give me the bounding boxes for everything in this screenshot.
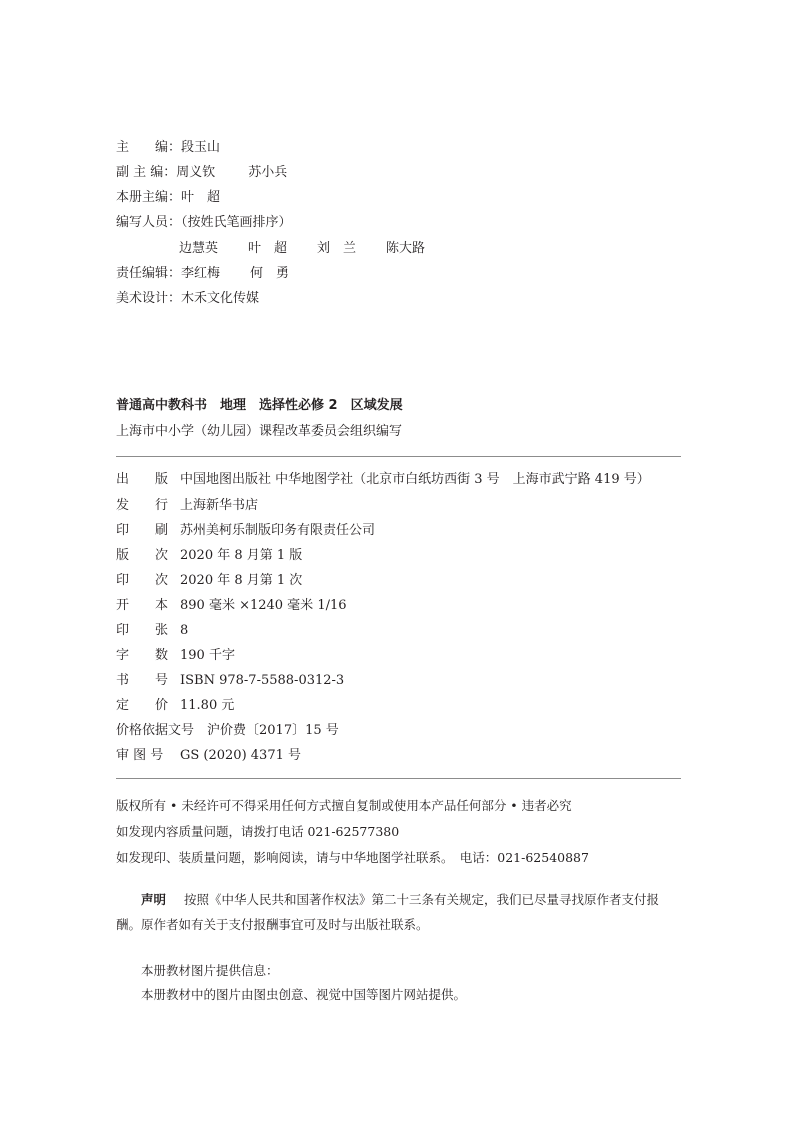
chief-editor-name: 段玉山	[181, 140, 221, 155]
pub-label: 价格依据文号	[116, 723, 195, 738]
book-compiler: 上海市中小学（幼儿园）课程改革委员会组织编写	[116, 424, 403, 439]
deputy-editor-label: 副 主 编：	[116, 165, 177, 180]
pub-row	[116, 522, 375, 540]
pub-label: 定 价	[116, 698, 169, 713]
pub-label: 书 号	[116, 673, 169, 688]
pub-label: 出 版	[116, 472, 169, 487]
pub-value: 2020 年 8 月第 1 版	[180, 548, 303, 563]
quality-print-notice: 如发现印、装质量问题，影响阅读，请与中华地图学社联系。 电话：021-62540887	[116, 850, 589, 865]
image-credits-text: 本册教材中的图片由图虫创意、视觉中国等图片网站提供。	[141, 987, 467, 1002]
pub-label: 印 刷	[116, 523, 169, 538]
statement	[116, 887, 682, 937]
chief-editor-line	[116, 139, 220, 157]
pub-value: 2020 年 8 月第 1 次	[180, 573, 303, 588]
statement-heading: 声明	[141, 892, 167, 907]
pub-row	[116, 747, 301, 765]
pub-label: 审 图 号	[116, 748, 164, 763]
art-design-label: 美术设计：	[116, 291, 182, 306]
art-design-line	[116, 290, 259, 308]
top-divider	[116, 456, 681, 457]
pub-row	[116, 572, 302, 590]
volume-editor-line	[116, 189, 220, 207]
pub-value: 上海新华书店	[180, 498, 259, 513]
pub-label: 印 张	[116, 623, 169, 638]
responsible-editor-name-1: 李红梅	[181, 266, 221, 281]
deputy-editor-name-2: 苏小兵	[248, 165, 288, 180]
book-title: 普通高中教科书 地理 选择性必修 2 区域发展	[116, 398, 403, 413]
pub-row	[116, 597, 347, 615]
responsible-editor-line	[116, 265, 289, 283]
volume-editor-name: 叶 超	[181, 190, 221, 205]
deputy-editor-line	[116, 164, 287, 182]
pub-row	[116, 697, 234, 715]
art-design-name: 木禾文化传媒	[181, 291, 260, 306]
quality-content-notice: 如发现内容质量问题，请拨打电话 021-62577380	[116, 824, 400, 839]
pub-label: 版 次	[116, 548, 169, 563]
writer-name: 陈大路	[386, 241, 426, 256]
pub-label: 字 数	[116, 648, 169, 663]
writer-name: 刘 兰	[317, 241, 357, 256]
deputy-editor-name-1: 周义钦	[176, 165, 216, 180]
pub-label: 发 行	[116, 498, 169, 513]
pub-row	[116, 672, 344, 690]
pub-row	[116, 722, 339, 740]
writers-note: （按姓氏笔画排序）	[181, 215, 292, 230]
pub-row	[116, 547, 302, 565]
image-credits-heading: 本册教材图片提供信息：	[141, 963, 279, 978]
responsible-editor-name-2: 何 勇	[250, 266, 290, 281]
pub-row	[116, 471, 650, 489]
pub-value: GS (2020) 4371 号	[180, 748, 301, 763]
pub-value: 8	[180, 623, 189, 638]
pub-value: 中国地图出版社 中华地图学社（北京市白纸坊西街 3 号 上海市武宁路 419 号）	[180, 472, 650, 487]
pub-row	[116, 497, 258, 515]
writer-name: 边慧英	[179, 241, 219, 256]
pub-value: 190 千字	[180, 648, 235, 663]
pub-value: 11.80 元	[180, 698, 235, 713]
pub-row	[116, 622, 188, 640]
writer-name: 叶 超	[248, 241, 288, 256]
writers-names	[179, 240, 425, 258]
chief-editor-label: 主 编：	[116, 140, 182, 155]
writers-line	[116, 214, 292, 232]
pub-value: ISBN 978-7-5588-0312-3	[180, 673, 345, 688]
pub-value: 沪价费〔2017〕15 号	[207, 723, 339, 738]
responsible-editor-label: 责任编辑：	[116, 266, 182, 281]
pub-value: 苏州美柯乐制版印务有限责任公司	[180, 523, 376, 538]
volume-editor-label: 本册主编：	[116, 190, 182, 205]
bottom-divider	[116, 778, 681, 779]
pub-value: 890 毫米 ×1240 毫米 1/16	[180, 598, 347, 613]
writers-label: 编写人员：	[116, 215, 182, 230]
copyright-notice: 版权所有 • 未经许可不得采用任何方式擅自复制或使用本产品任何部分 • 违者必究	[116, 798, 572, 813]
statement-text: 按照《中华人民共和国著作权法》第二十三条有关规定，我们已尽量寻找原作者支付报酬。原作者如有关于支付报酬事宜可及时与出版社联系。	[116, 892, 660, 932]
pub-label: 开 本	[116, 598, 169, 613]
pub-label: 印 次	[116, 573, 169, 588]
pub-row	[116, 647, 235, 665]
